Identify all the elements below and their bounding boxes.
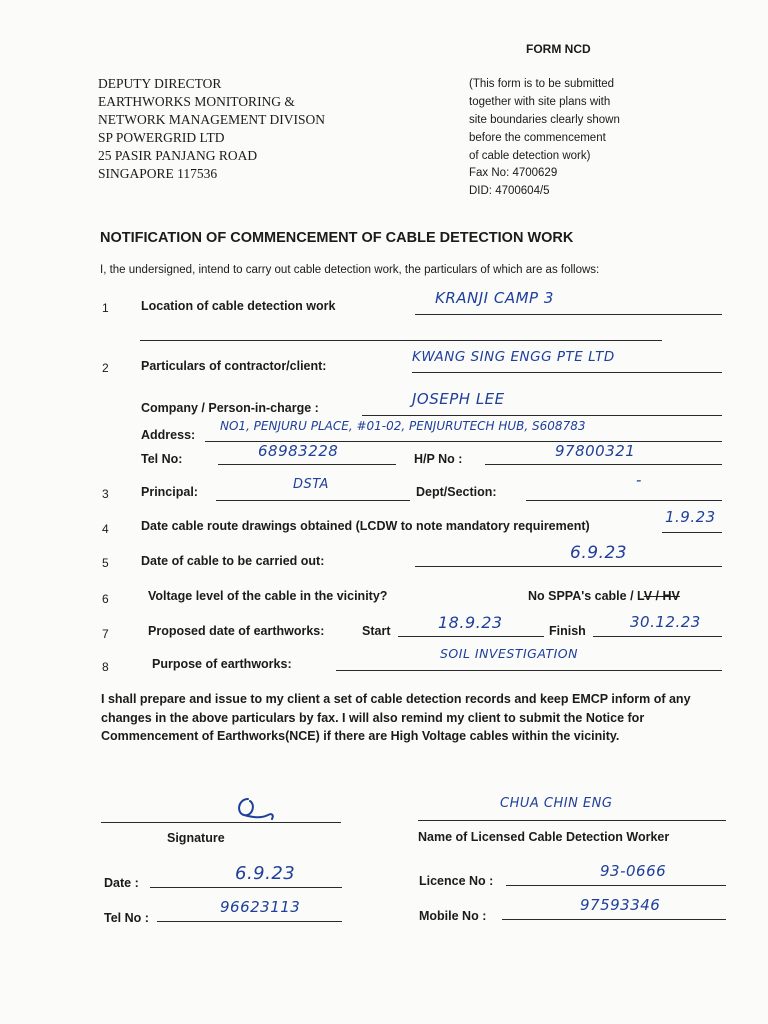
worker-name-line xyxy=(418,820,726,821)
mobile-underline xyxy=(502,919,726,920)
voltage-value-prefix: No SPPA's cable / L xyxy=(528,589,644,603)
voltage-value-struck: V / HV xyxy=(643,589,680,603)
address-label: Address: xyxy=(141,428,196,442)
principal-value[interactable]: DSTA xyxy=(293,477,329,492)
date-label: Date : xyxy=(104,876,139,890)
note-line: of cable detection work) xyxy=(469,150,591,162)
address-line: NETWORK MANAGEMENT DIVISON xyxy=(98,112,325,127)
signoff-tel-label: Tel No : xyxy=(104,911,149,925)
tel-label: Tel No: xyxy=(141,452,183,466)
start-value[interactable]: 18.9.23 xyxy=(438,613,503,632)
contractor-value[interactable]: KWANG SING ENGG PTE LTD xyxy=(412,349,615,365)
note-line: (This form is to be submitted xyxy=(469,78,615,90)
contractor-label: Particulars of contractor/client: xyxy=(141,359,327,373)
signature-mark xyxy=(228,793,278,825)
address-line: DEPUTY DIRECTOR xyxy=(98,76,222,91)
drawings-label: Date cable route drawings obtained (LCDW to note mandatory requirement) xyxy=(141,519,590,533)
start-label: Start xyxy=(362,624,391,638)
item-number: 2 xyxy=(102,361,109,375)
mobile-value[interactable]: 97593346 xyxy=(580,896,661,914)
declaration-text: I shall prepare and issue to my client a set of cable detection records and keep EMCP inform of any changes in the above particulars by fax. I will also remind my client to submit the Notice for Commencement of Earthworks(NCE) if there are High Voltage cables within the vicinity. xyxy=(101,692,691,743)
worker-name-label: Name of Licensed Cable Detection Worker xyxy=(418,830,670,844)
company-underline xyxy=(362,415,722,416)
item-number: 4 xyxy=(102,522,109,536)
hp-underline xyxy=(485,464,722,465)
principal-underline xyxy=(216,500,410,501)
address-line: EARTHWORKS MONITORING & xyxy=(98,94,295,109)
address-value[interactable]: NO1, PENJURU PLACE, #01-02, PENJURUTECH HUB, S608783 xyxy=(220,419,586,433)
tel-underline xyxy=(218,464,396,465)
finish-underline xyxy=(593,636,722,637)
signature-label: Signature xyxy=(167,831,225,845)
hp-value[interactable]: 97800321 xyxy=(555,442,636,460)
company-label: Company / Person-in-charge : xyxy=(141,401,319,415)
earthworks-date-label: Proposed date of earthworks: xyxy=(148,624,325,638)
address-line: SP POWERGRID LTD xyxy=(98,130,225,145)
dept-label: Dept/Section: xyxy=(416,485,497,499)
page-title: NOTIFICATION OF COMMENCEMENT OF CABLE DETECTION WORK xyxy=(100,230,574,246)
location-underline xyxy=(415,314,722,315)
address-line: 25 PASIR PANJANG ROAD xyxy=(98,148,258,163)
finish-value[interactable]: 30.12.23 xyxy=(630,613,701,631)
dept-underline xyxy=(526,500,722,501)
note-line: before the commencement xyxy=(469,132,606,144)
item-number: 6 xyxy=(102,592,109,606)
licence-value[interactable]: 93-0666 xyxy=(600,862,667,880)
item-number: 7 xyxy=(102,627,109,641)
principal-label: Principal: xyxy=(141,485,198,499)
voltage-label: Voltage level of the cable in the vicinity? xyxy=(148,589,388,603)
item-number: 5 xyxy=(102,556,109,570)
signature-line xyxy=(101,822,341,823)
form-code: FORM NCD xyxy=(526,42,591,56)
signoff-tel-value[interactable]: 96623113 xyxy=(220,898,301,916)
mobile-label: Mobile No : xyxy=(419,909,487,923)
licence-label: Licence No : xyxy=(419,874,494,888)
tel-value[interactable]: 68983228 xyxy=(258,442,339,460)
cable-date-label: Date of cable to be carried out: xyxy=(141,554,325,568)
company-value[interactable]: JOSEPH LEE xyxy=(412,390,505,408)
date-value[interactable]: 6.9.23 xyxy=(235,863,296,884)
contractor-underline xyxy=(412,372,722,373)
location-underline-2 xyxy=(140,340,662,341)
voltage-value[interactable] xyxy=(528,589,680,603)
worker-name-value[interactable]: CHUA CHIN ENG xyxy=(500,796,613,811)
location-value[interactable]: KRANJI CAMP 3 xyxy=(435,289,554,307)
hp-label: H/P No : xyxy=(414,452,463,466)
date-underline xyxy=(150,887,342,888)
item-number: 1 xyxy=(102,301,109,315)
item-number: 8 xyxy=(102,660,109,674)
item-number: 3 xyxy=(102,487,109,501)
cable-date-value[interactable]: 6.9.23 xyxy=(570,543,628,563)
purpose-underline xyxy=(336,670,722,671)
purpose-value[interactable]: SOIL INVESTIGATION xyxy=(440,646,578,661)
drawings-value[interactable]: 1.9.23 xyxy=(665,508,716,526)
dept-value[interactable]: - xyxy=(636,471,642,489)
intro-text: I, the undersigned, intend to carry out cable detection work, the particulars of which are as follows: xyxy=(100,264,600,276)
note-line: DID: 4700604/5 xyxy=(469,185,550,197)
location-label: Location of cable detection work xyxy=(141,299,336,313)
note-line: Fax No: 4700629 xyxy=(469,167,558,179)
cable-date-underline xyxy=(415,566,722,567)
drawings-underline xyxy=(662,532,722,533)
note-line: together with site plans with xyxy=(469,96,611,108)
address-line: SINGAPORE 117536 xyxy=(98,166,218,181)
finish-label: Finish xyxy=(549,624,586,638)
licence-underline xyxy=(506,885,726,886)
note-line: site boundaries clearly shown xyxy=(469,114,620,126)
purpose-label: Purpose of earthworks: xyxy=(152,657,292,671)
start-underline xyxy=(398,636,544,637)
signoff-tel-underline xyxy=(157,921,342,922)
